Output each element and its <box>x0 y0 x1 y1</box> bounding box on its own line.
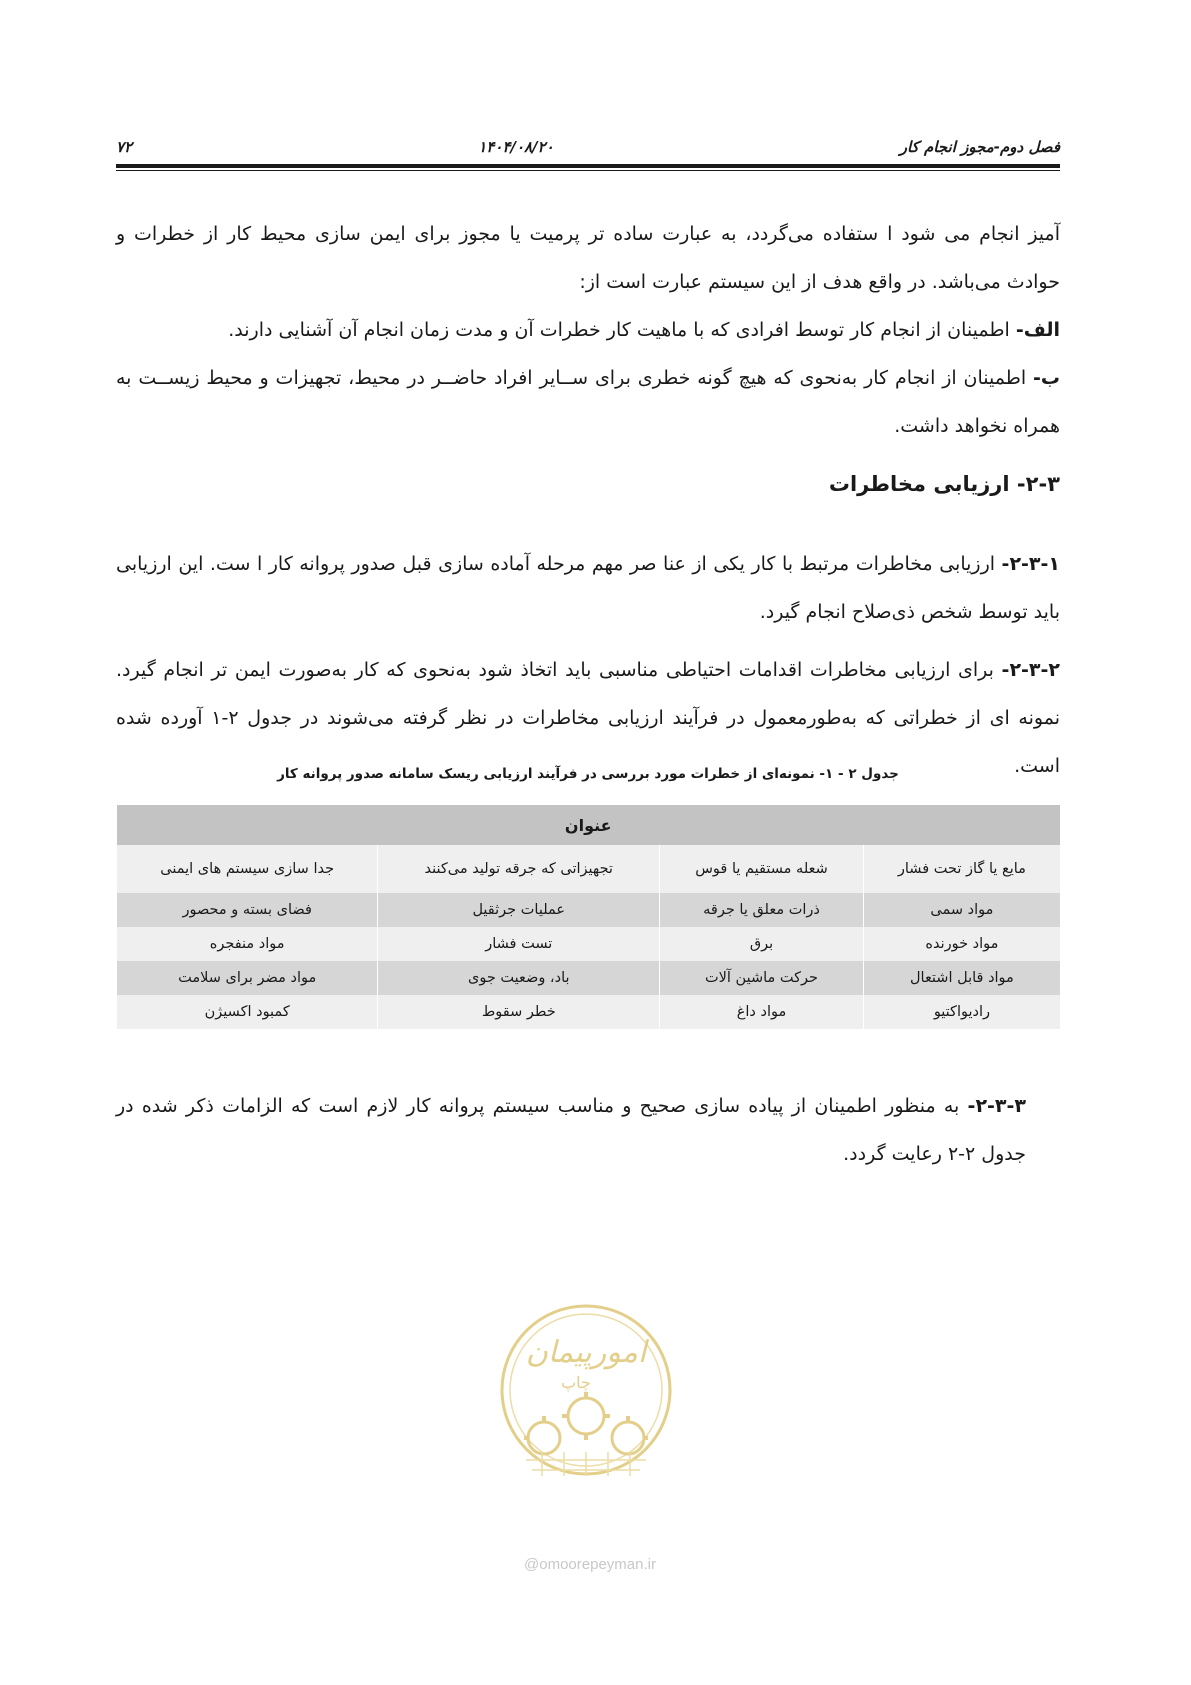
alef-paragraph <box>116 306 1060 354</box>
table-cell: مواد قابل اشتعال <box>863 961 1060 995</box>
table-cell: مواد خورنده <box>863 927 1060 961</box>
table-cell: مواد داغ <box>660 995 864 1029</box>
header-date: ۱۴۰۴/۰۸/۲۰ <box>478 138 554 156</box>
header-rule-thin <box>116 170 1060 171</box>
table-cell: رادیواکتیو <box>863 995 1060 1029</box>
table-header-row <box>117 805 1061 845</box>
hazards-table <box>116 805 1060 1029</box>
section-paragraph-1 <box>116 540 1060 636</box>
table-cell: مایع یا گاز تحت فشار <box>863 845 1060 893</box>
section-heading: ۲-۳- ارزیابی مخاطرات <box>828 472 1060 496</box>
table-cell: حرکت ماشین آلات <box>660 961 864 995</box>
page-header <box>116 128 1060 166</box>
be-label: ب- <box>1033 367 1060 389</box>
table-cell: کمبود اکسیژن <box>117 995 378 1029</box>
table-cell: فضای بسته و محصور <box>117 893 378 927</box>
alef-text: اطمینان از انجام کار توسط افرادی که با ماهیت کار خطرات آن و مدت زمان انجام آن آشنایی دارند. <box>228 319 1016 341</box>
intro-paragraph <box>116 210 1060 306</box>
table-cell: عملیات جرثقیل <box>378 893 660 927</box>
p3-text: به منظور اطمینان از پیاده سازی صحیح و مناسب سیستم پروانه کار لازم است که الزامات ذکر شده در جدول ۲-۲ رعایت گردد. <box>116 1095 1026 1165</box>
table-cell: مواد مضر برای سلامت <box>117 961 378 995</box>
p2-text: برای ارزیابی مخاطرات اقدامات احتیاطی مناسبی باید اتخاذ شود به‌نحوی که کار به‌صورت ایمن تر انجام گیرد. نمونه ای از خطراتی که به‌طورمعمول در فرآیند ارزیابی مخاطرات در نظر گرفته می‌شوند در جدول ۲-۱ آورده شده است. <box>116 659 1060 777</box>
table-row <box>117 927 1061 961</box>
table-cell: شعله مستقیم یا قوس <box>660 845 864 893</box>
table-cell: مواد سمی <box>863 893 1060 927</box>
table-cell: تجهیزاتی که جرقه تولید می‌کنند <box>378 845 660 893</box>
table-cell: خطر سقوط <box>378 995 660 1029</box>
p1-label: ۲-۳-۱- <box>1001 553 1060 575</box>
seal-subtitle: چاپ <box>561 1373 591 1392</box>
watermark-url: @omoorepeyman.ir <box>524 1556 656 1573</box>
intro-text: آمیز انجام می شود ا ستفاده می‌گردد، به عبارت ساده تر پرمیت یا مجوز برای ایمن سازی محیط کار از خطرات و حوادث می‌باشد. در واقع هدف از این سیستم عبارت است از: <box>116 223 1060 293</box>
table-caption: جدول ۲ - ۱- نمونه‌ای از خطرات مورد بررسی در فرآیند ارزیابی ریسک سامانه صدور پروانه کار <box>277 766 899 782</box>
be-text: اطمینان از انجام کار به‌نحوی که هیچ گونه خطری برای ســایر افراد حاضــر در محیط، تجهیزات و محیط زیســت به همراه نخواهد داشت. <box>116 367 1060 437</box>
table-cell: باد، وضعیت جوی <box>378 961 660 995</box>
table-header-cell: عنوان <box>117 805 1061 845</box>
table-row <box>117 893 1061 927</box>
chapter-title: فصل دوم-مجوز انجام کار <box>899 138 1060 156</box>
header-rule-thick <box>116 164 1060 168</box>
p1-text: ارزیابی مخاطرات مرتبط با کار یکی از عنا صر مهم مرحله آماده سازی قبل صدور پروانه کار ا ست. این ارزیابی باید توسط شخص ذی‌صلاح انجام گیرد. <box>116 553 1060 623</box>
alef-label: الف- <box>1015 319 1060 341</box>
table-cell: برق <box>660 927 864 961</box>
table-cell: جدا سازی سیستم های ایمنی <box>117 845 378 893</box>
watermark-seal-icon <box>496 1300 676 1540</box>
p2-label: ۲-۳-۲- <box>1001 659 1060 681</box>
table-cell: تست فشار <box>378 927 660 961</box>
be-paragraph <box>116 354 1060 450</box>
seal-title: امورپیمان <box>525 1335 647 1370</box>
table-row <box>117 845 1061 893</box>
table-cell: ذرات معلق یا جرقه <box>660 893 864 927</box>
table-row <box>117 961 1061 995</box>
page-number: ۷۲ <box>116 138 133 156</box>
p3-label: ۲-۳-۳- <box>967 1095 1026 1117</box>
section-paragraph-3 <box>116 1082 1026 1178</box>
table-row <box>117 995 1061 1029</box>
table-cell: مواد منفجره <box>117 927 378 961</box>
